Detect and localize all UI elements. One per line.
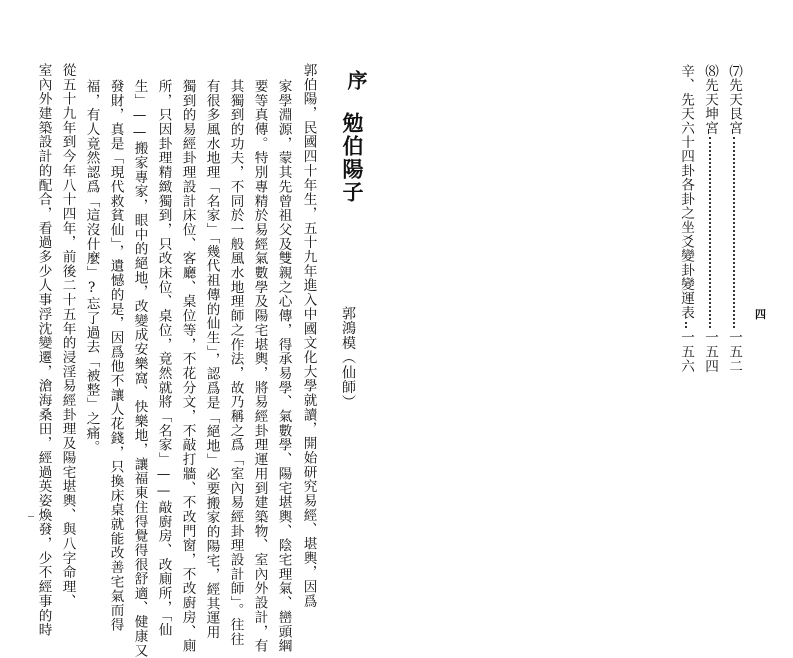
preface-line: 其獨到的功夫，不同於一般風水地理師之作法，故乃稱之爲「室內易經卦理設計師」。往往	[227, 79, 244, 647]
toc-page	[400, 0, 793, 590]
page-number: 四	[755, 308, 766, 321]
fold-mark	[28, 516, 34, 517]
preface-line: 從五十九年到今年八十四年，前後二十五年的浸淫易經卦理及陽宅堪輿、與八字命理、	[59, 63, 76, 609]
toc-entry-page: 一五二	[726, 330, 742, 374]
toc-leader-dots	[733, 137, 735, 328]
preface-line: 郭伯陽，民國四十年生，五十九年進入中國文化大學就讀，開始研究易經、堪輿，因爲	[300, 63, 317, 609]
toc-leader-dots	[709, 137, 711, 328]
preface-line: 室內外建築設計的配合，看過多少人事浮沈變遷，滄海桑田，經過英姿煥發，少不經事的時	[35, 63, 52, 637]
preface-author: 郭鴻模（仙師）	[340, 306, 356, 410]
toc-entry-label: ⑻先天坤宮	[702, 64, 718, 135]
toc-leader-dots	[685, 322, 687, 329]
preface-line: 發財，真是「現代救貧仙」，遺憾的是，因爲他不讓人花錢，只換床桌就能改善宅氣而得	[107, 79, 124, 632]
toc-entry-label: ⑺先天艮宮	[726, 64, 742, 135]
preface-line: 家學淵源，蒙其先曾祖父及雙親之心傳，得承易學、氣數學、陽宅堪輿、陰宅理氣、巒頭綱	[275, 79, 292, 653]
preface-line: 要等真傳。特別專精於易經氣數學及陽宅堪輿，將易經卦理運用到建築物、室內外設計，有	[251, 79, 268, 653]
toc-entry-page: 一五四	[702, 330, 718, 374]
toc-entry-page: 一五六	[678, 330, 694, 374]
preface-heading: 序	[344, 70, 368, 90]
preface-line: 福，有人竟然認爲「這沒什麼」?忘了過去「被整」之痛。	[83, 79, 100, 455]
toc-entry	[678, 64, 694, 374]
toc-entry	[726, 64, 742, 374]
preface-line: 所，只因卦理精緻獨到，只改床位、桌位，竟然就將「名家」——敲廚房、改廁所，「仙	[155, 79, 172, 637]
preface-line: 有很多風水地理「名家」「幾代祖傳的仙生」，認爲是「絕地」必要搬家的陽宅，經其運用	[203, 79, 220, 640]
preface-line: 獨到的易經卦理設計床位、客廳、桌位等，不花分文，不敲打牆、不改門窗，不改廚房、廁	[179, 79, 196, 653]
toc-entry-label: 辛、先天六十四卦各卦之坐爻變卦變運表	[678, 64, 694, 320]
preface-subtitle: 勉伯陽子	[340, 112, 365, 204]
preface-line: 生」——搬家專家，眼中的絕地，改變成安樂窩、快樂地，讓福東住得覺得很舒適、健康又	[131, 79, 148, 658]
toc-entry	[702, 64, 718, 374]
